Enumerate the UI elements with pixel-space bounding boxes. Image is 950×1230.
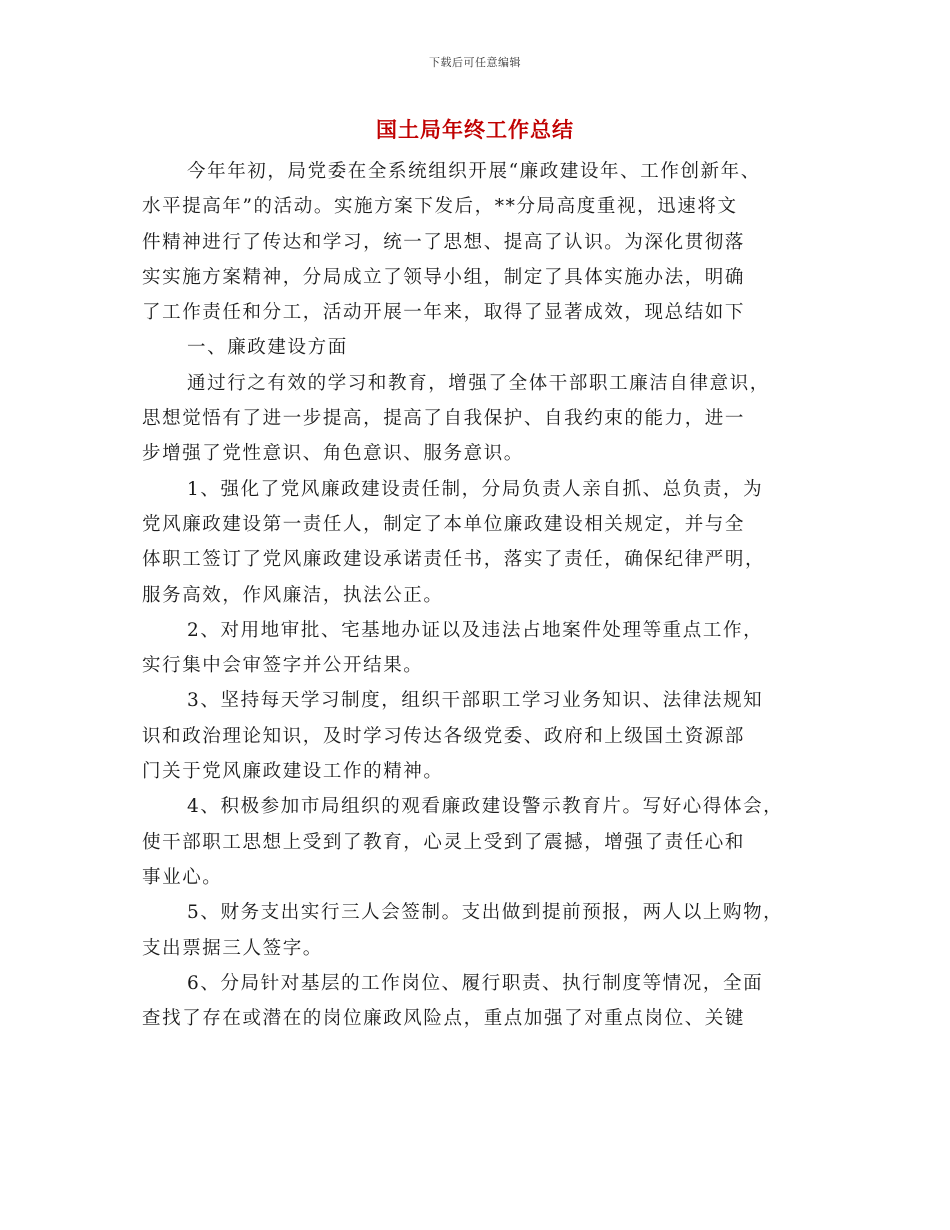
document-title: 国土局年终工作总结	[376, 118, 574, 142]
section-heading: 一、廉政建设方面	[187, 337, 348, 359]
document-body	[142, 154, 822, 1036]
body-line: 4、积极参加市局组织的观看廉政建设警示教育片。写好心得体会，	[187, 796, 784, 818]
body-line: 门关于党风廉政建设工作的精神。	[142, 761, 444, 783]
body-line: 查找了存在或潜在的岗位廉政风险点，重点加强了对重点岗位、关键	[142, 1008, 746, 1030]
body-line: 使干部职工思想上受到了教育，心灵上受到了震撼，增强了责任心和	[142, 831, 746, 853]
body-line: 2、对用地审批、宅基地办证以及违法占地案件处理等重点工作，	[187, 619, 764, 641]
body-line: 通过行之有效的学习和教育，增强了全体干部职工廉洁自律意识，	[187, 372, 770, 394]
body-line: 件精神进行了传达和学习，统一了思想、提高了认识。为深化贯彻落	[142, 231, 746, 253]
body-line: 了工作责任和分工，活动开展一年来，取得了显著成效，现总结如下	[142, 302, 746, 324]
body-line: 步增强了党性意识、角色意识、服务意识。	[142, 443, 524, 465]
body-line: 水平提高年”的活动。实施方案下发后，**分局高度重视，迅速将文	[142, 196, 738, 218]
body-line: 实实施方案精神，分局成立了领导小组，制定了具体实施办法，明确	[142, 266, 746, 288]
body-line: 党风廉政建设第一责任人，制定了本单位廉政建设相关规定，并与全	[142, 513, 746, 535]
body-line: 实行集中会审签字并公开结果。	[142, 655, 424, 677]
body-line: 5、财务支出实行三人会签制。支出做到提前预报，两人以上购物，	[187, 902, 784, 924]
body-line: 思想觉悟有了进一步提高，提高了自我保护、自我约束的能力，进一	[142, 408, 746, 430]
body-line: 今年年初，局党委在全系统组织开展“廉政建设年、工作创新年、	[187, 161, 761, 182]
body-line: 6、分局针对基层的工作岗位、履行职责、执行制度等情况，全面	[187, 972, 764, 994]
body-line: 支出票据三人签字。	[142, 937, 323, 959]
body-line: 3、坚持每天学习制度，组织干部职工学习业务知识、法律法规知	[187, 690, 764, 712]
page-header-note: 下载后可任意编辑	[429, 56, 521, 69]
body-line: 体职工签订了党风廉政建设承诺责任书，落实了责任，确保纪律严明，	[142, 549, 766, 571]
body-line: 识和政治理论知识，及时学习传达各级党委、政府和上级国土资源部	[142, 725, 746, 747]
body-line: 1、强化了党风廉政建设责任制，分局负责人亲自抓、总负责，为	[187, 478, 764, 500]
body-line: 服务高效，作风廉洁，执法公正。	[142, 584, 444, 606]
body-line: 事业心。	[142, 866, 223, 888]
